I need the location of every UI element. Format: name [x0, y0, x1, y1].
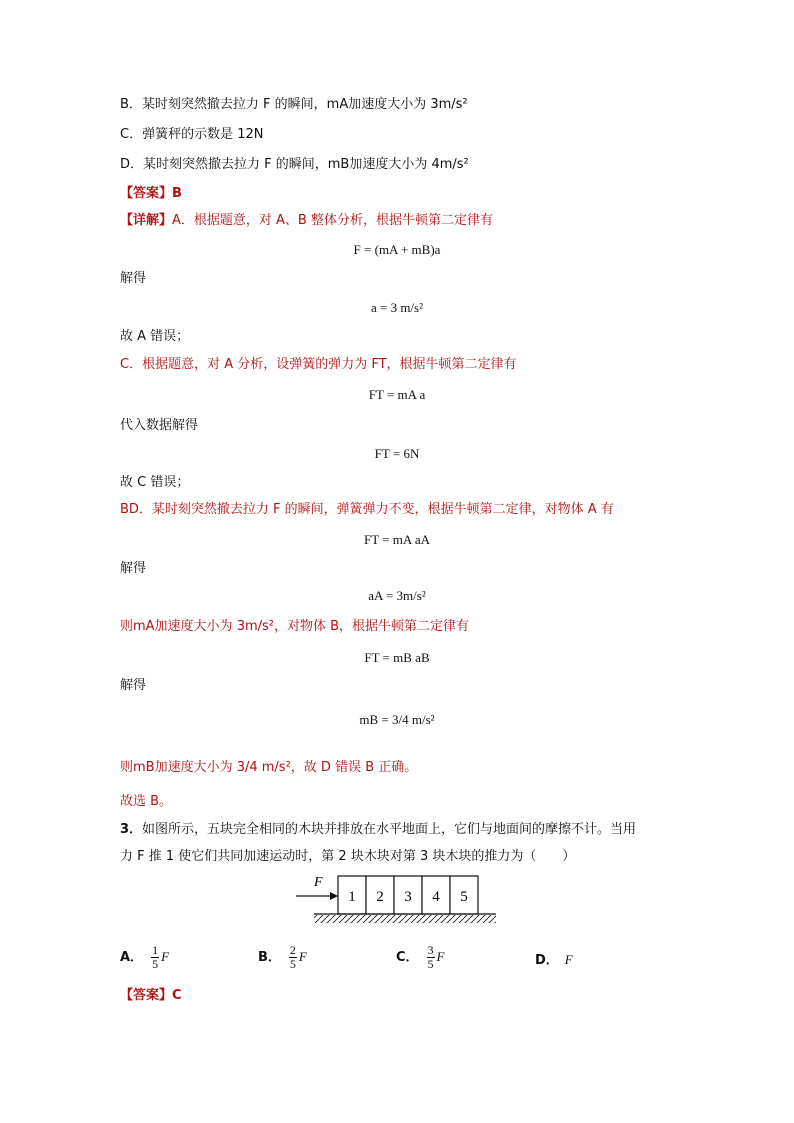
option-c-text: C．弹簧秤的示数是 12N [120, 127, 264, 142]
detail-label: 【详解】 [120, 213, 173, 228]
block-label-4: 4 [432, 889, 440, 905]
ground-hatch [314, 915, 496, 923]
q3-option-a: A． $\frac{1}{5}$ F [120, 943, 170, 971]
answer-1: 【答案】B [120, 186, 182, 201]
equation-7: FT = mB aB [364, 650, 430, 665]
jiede-2: 解得 [120, 561, 147, 576]
option-b-text: B．某时刻突然撤去拉力 F 的瞬间，mA加速度大小为 3m/s² [120, 97, 468, 112]
force-label: F [314, 875, 323, 890]
detail-then: 则mA加速度大小为 3m/s²，对物体 B，根据牛顿第二定律有 [120, 619, 470, 634]
option-d [120, 157, 469, 173]
dai-ru: 代入数据解得 [120, 418, 199, 433]
equation-6: aA = 3m/s² [368, 588, 426, 603]
block-label-2: 2 [376, 889, 384, 905]
equation-8: mB = 3/4 m/s² [359, 712, 435, 727]
q3-option-a-fraction: $\frac{1}{5}$ [152, 943, 159, 971]
option-c [120, 127, 263, 143]
equation-1: F = (mA + mB)a [353, 242, 441, 257]
wrong-a: 故 A 错误； [120, 329, 190, 344]
q3-option-c: C． $\frac{3}{5}$ F [396, 943, 445, 971]
q3-stem-text-1: 如图所示，五块完全相同的木块并排放在水平地面上，它们与地面间的摩擦不计。当用 [142, 822, 637, 837]
choose-b: 故选 B。 [120, 794, 173, 809]
q3-option-b: B． $\frac{2}{5}$ F [258, 943, 307, 971]
block-label-3: 3 [404, 889, 412, 905]
q3-option-b-label: B． [258, 950, 281, 965]
answer-q3: 【答案】C [120, 988, 182, 1003]
detail-final: 则mB加速度大小为 3/4 m/s²，故 D 错误 B 正确。 [120, 760, 418, 775]
force-arrowhead [330, 892, 338, 900]
jiede-3: 解得 [120, 678, 147, 693]
detail-bd: BD．某时刻突然撤去拉力 F 的瞬间，弹簧弹力不变，根据牛顿第二定律，对物体 A 有 [120, 502, 614, 517]
detail-c: C．根据题意，对 A 分析，设弹簧的弹力为 FT，根据牛顿第二定律有 [120, 357, 517, 372]
q3-stem-line2: 力 F 推 1 使它们共同加速运动时，第 2 块木块对第 3 块木块的推力为（ ） [120, 849, 576, 864]
jiede-1: 解得 [120, 271, 147, 286]
q3-option-b-fraction: $\frac{2}{5}$ [289, 943, 296, 971]
blocks-diagram [290, 870, 510, 932]
detail-a [120, 213, 493, 229]
wrong-c: 故 C 错误； [120, 475, 190, 490]
q3-option-d: D． F [535, 952, 573, 968]
blocks-group [338, 876, 478, 914]
equation-4: FT = 6N [374, 446, 420, 461]
q3-option-d-label: D． [535, 953, 559, 968]
equation-5: FT = mA aA [364, 532, 430, 547]
q3-number: 3． [120, 822, 143, 837]
option-d-text: D．某时刻突然撤去拉力 F 的瞬间，mB加速度大小为 4m/s² [120, 157, 469, 172]
q3-option-c-fraction: $\frac{3}{5}$ [427, 943, 434, 971]
q3-stem-line1 [120, 822, 636, 838]
option-b [120, 97, 468, 113]
equation-2: a = 3 m/s² [370, 300, 424, 315]
detail-a-text: A．根据题意，对 A、B 整体分析，根据牛顿第二定律有 [172, 213, 493, 228]
block-label-5: 5 [460, 889, 468, 905]
q3-option-c-label: C． [396, 950, 419, 965]
block-label-1: 1 [348, 889, 356, 905]
q3-option-a-label: A． [120, 950, 144, 965]
equation-3: FT = mA a [368, 387, 426, 402]
